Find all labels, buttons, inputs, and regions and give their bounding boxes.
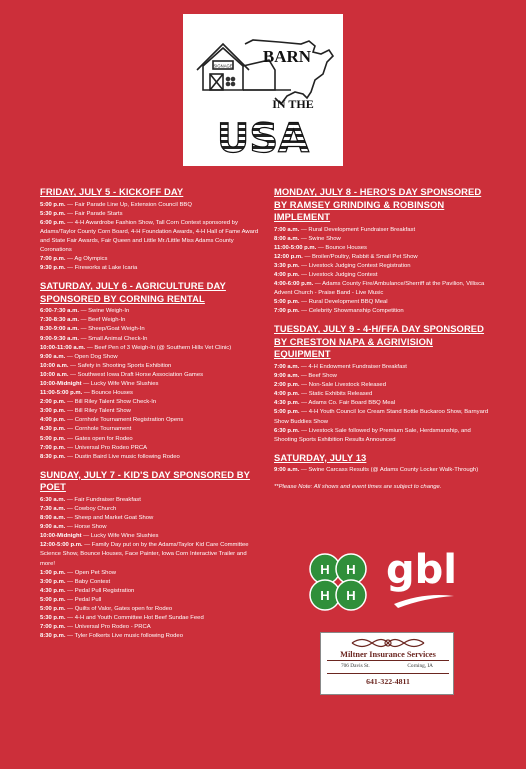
divider [327, 660, 449, 661]
event-description: — Swine Show [299, 235, 341, 242]
event-description: — Adams County Fire/Ambulance/Sherriff at the Pavilion, Villisca Advent Church - Praise Band - Live Music [274, 281, 485, 297]
event-time: 1:00 p.m. [40, 569, 66, 576]
event-time: 9:00-9:30 a.m. [40, 335, 79, 342]
schedule-event [40, 316, 262, 325]
event-description: — Swine Weigh-In [78, 308, 130, 315]
event-time: 11:00-5:00 p.m. [40, 390, 83, 397]
schedule-event [40, 596, 262, 605]
schedule-event [40, 335, 262, 344]
schedule-event [40, 264, 262, 273]
miltner-insurance-card [320, 632, 454, 695]
four-h-clover-logo [305, 549, 371, 615]
schedule-event [40, 453, 262, 462]
event-time: 6:30 p.m. [274, 427, 300, 434]
event-description: — Sheep and Market Goat Show [65, 515, 154, 522]
day-title: SATURDAY, JULY 13 [274, 451, 367, 463]
event-description: — Cornhole Tournament Registration Opens [65, 417, 184, 424]
event-time: 5:00 p.m. [274, 299, 300, 306]
event-description: — Bounce Houses [316, 244, 368, 251]
event-time: 4:00 p.m. [274, 271, 300, 278]
schedule-event [274, 427, 490, 445]
event-description: — Rural Development Fundraiser Breakfast [299, 226, 416, 233]
day-title: TUESDAY, JULY 9 - 4-H/FFA DAY SPONSORED BY CRESTON NAPA & AGRIVISION EQUIPMENT [274, 323, 485, 360]
schedule-event [40, 614, 262, 623]
event-description: — Cornhole Tournament [65, 426, 132, 433]
schedule-event [40, 496, 262, 505]
event-time: 4:30 p.m. [274, 400, 300, 407]
event-time: 10:00-Midnight [40, 533, 82, 540]
schedule-event [40, 505, 262, 514]
barn-in-the-usa-logo [183, 14, 343, 166]
schedule-event [40, 632, 262, 641]
logo-in-the: IN THE [272, 97, 314, 111]
event-time: 7:00 p.m. [274, 308, 300, 315]
schedule-event [40, 532, 262, 541]
event-description: — Bill Riley Talent Show Check-In [65, 399, 157, 406]
event-time: 8:30-9:00 a.m. [40, 326, 79, 333]
schedule-left-column [40, 186, 262, 648]
schedule-event [274, 262, 490, 271]
event-description: — Tyler Folkerts Live music following Rodeo [65, 633, 183, 640]
event-time: 7:30 a.m. [40, 505, 66, 512]
event-description: — Quilts of Valor, Gates open for Rodeo [65, 605, 173, 612]
schedule-event [274, 298, 490, 307]
event-time: 12:00-5:00 p.m. [40, 542, 83, 549]
event-time: 3:30 p.m. [274, 262, 300, 269]
disclaimer-note: **Please Note: All shows and event times are subject to change. [274, 484, 442, 491]
schedule-event [40, 523, 262, 532]
event-description: — Livestock Judging Contest Registration [299, 262, 411, 269]
event-time: 4:00-6:00 p.m. [274, 281, 314, 288]
day-section [274, 452, 490, 476]
svg-text:H: H [320, 562, 330, 577]
event-description: — Broiler/Poultry, Rabbit & Small Pet Show [302, 253, 418, 260]
event-time: 6:00-7:30 a.m. [40, 308, 79, 315]
schedule-event [40, 398, 262, 407]
miltner-street: 706 Davis St. [341, 663, 370, 669]
event-time: 5:00 p.m. [40, 596, 66, 603]
schedule-event [274, 408, 490, 426]
event-time: 4:00 p.m. [274, 391, 300, 398]
event-description: — 4-H Endowment Fundraiser Breakfast [299, 363, 407, 370]
schedule-event [40, 514, 262, 523]
event-time: 5:30 p.m. [40, 210, 66, 217]
event-time: 7:00 p.m. [40, 444, 66, 451]
event-time: 9:30 p.m. [40, 265, 66, 272]
event-time: 8:00 a.m. [274, 235, 300, 242]
event-time: 8:30 p.m. [40, 633, 66, 640]
schedule-event [40, 569, 262, 578]
event-description: — Lucky Wife Wine Slushies [81, 381, 159, 387]
event-description: — Open Pet Show [65, 569, 116, 576]
svg-text:H: H [346, 562, 356, 577]
event-time: 7:00 a.m. [274, 226, 300, 233]
schedule-event [274, 226, 490, 235]
svg-text:H: H [346, 588, 356, 603]
event-time: 8:00 a.m. [40, 515, 66, 522]
event-description: — Static Exhibits Released [299, 391, 373, 398]
event-time: 7:00 a.m. [274, 363, 300, 370]
event-time: 2:00 p.m. [274, 382, 300, 389]
event-time: 4:00 p.m. [40, 417, 66, 424]
schedule-event [40, 362, 262, 371]
event-time: 5:00 p.m. [274, 409, 300, 416]
event-time: 10:00 a.m. [40, 371, 69, 378]
event-description: — Safety in Shooting Sports Exhibition [68, 362, 172, 369]
event-description: — Adams Co. Fair Board BBQ Meal [299, 400, 396, 407]
schedule-event [274, 399, 490, 408]
event-description: — Beef Pen of 3 Weigh-In (@ Southern Hills Vet Clinic) [85, 344, 232, 351]
event-time: 10:00-11:00 a.m. [40, 344, 86, 351]
schedule-event [40, 201, 262, 210]
event-time: 10:00-Midnight [40, 381, 82, 387]
schedule-event [274, 307, 490, 316]
schedule-event [40, 389, 262, 398]
event-time: 5:00 p.m. [40, 201, 66, 208]
event-description: — Lucky Wife Wine Slushies [81, 533, 159, 540]
event-time: 11:00-5:00 p.m. [274, 244, 317, 251]
schedule-event [274, 372, 490, 381]
day-section [274, 323, 490, 444]
event-description: — Bounce Houses [82, 390, 134, 397]
day-title: SATURDAY, JULY 6 - AGRICULTURE DAY SPONSORED BY CORNING RENTAL [40, 280, 226, 304]
event-description: — Fair Fundraiser Breakfast [65, 496, 141, 503]
event-description: — Cowboy Church [65, 505, 117, 512]
divider [327, 673, 449, 674]
event-time: 9:00 a.m. [274, 467, 300, 474]
schedule-event [40, 435, 262, 444]
event-time: 7:00 p.m. [40, 624, 66, 631]
schedule-event [274, 235, 490, 244]
event-description: — 4-H Awardrobe Fashion Show, Tall Corn Contest sponsored by Adams/Taylor County Corn Board, 4-H Foundation Awards, 4-H Hall of Fame Award and State Fair Awards, Fair Queen and Little Mr./Little Miss Adams County Coronations [40, 219, 259, 253]
schedule-event [40, 425, 262, 434]
event-description: — Family Day put on by the Adams/Taylor Kid Care Committee Science Show, Bounce Houses, Face Painter, Iowa Corn Interactive Trailer and more! [40, 542, 249, 567]
event-time: 2:00 p.m. [40, 399, 66, 406]
event-description: — Rural Development BBQ Meal [299, 299, 388, 306]
miltner-city: Corning, IA [407, 663, 433, 669]
schedule-event [274, 390, 490, 399]
event-time: 4:30 p.m. [40, 426, 66, 433]
event-time: 12:00 p.m. [274, 253, 303, 260]
logo-usa-word: USA [216, 116, 310, 162]
event-description: — Fireworks at Lake Icaria [65, 265, 138, 272]
barn-usa-graphic [183, 14, 343, 166]
miltner-phone: 641-322-4811 [366, 677, 410, 686]
event-time: 6:00 p.m. [40, 219, 66, 226]
schedule-event [40, 444, 262, 453]
gbl-logo [384, 546, 458, 618]
event-description: — Sheep/Goat Weigh-In [78, 326, 145, 333]
day-title: SUNDAY, JULY 7 - KID'S DAY SPONSORED BY POET [40, 468, 251, 493]
event-description: — Horse Show [65, 524, 107, 531]
event-description: — Ag Olympics [65, 256, 108, 263]
schedule-event [274, 280, 490, 298]
event-time: 5:30 p.m. [40, 615, 66, 622]
schedule-event [274, 381, 490, 390]
event-time: 5:00 p.m. [40, 605, 66, 612]
schedule-event [40, 219, 262, 255]
event-time: 4:30 p.m. [40, 587, 66, 594]
event-time: 3:00 p.m. [40, 578, 66, 585]
event-description: — Beef Weigh-In [78, 317, 126, 324]
schedule-event [40, 255, 262, 264]
event-description: — Southwest Iowa Draft Horse Association Games [68, 371, 204, 378]
event-description: — Pedal Pull [65, 596, 102, 603]
schedule-event [40, 371, 262, 380]
schedule-event [40, 605, 262, 614]
miltner-name: Miltner Insurance Services [340, 650, 436, 659]
event-time: 7:00 p.m. [40, 256, 66, 263]
event-description: — 4-H and Youth Committee Hot Beef Sundae Feed [65, 615, 204, 622]
event-description: — Livestock Sale followed by Premium Sale, Herdsmanship, and Shooting Sports Exhibition Results Announced [274, 427, 471, 443]
schedule-event [274, 271, 490, 280]
day-title: MONDAY, JULY 8 - HERO'S DAY SPONSORED BY RAMSEY GRINDING & ROBINSON IMPLEMENT [274, 186, 482, 222]
event-time: 9:00 a.m. [40, 524, 66, 531]
event-description: — Small Animal Check-In [78, 335, 148, 342]
schedule-event [40, 344, 262, 353]
schedule-event [40, 416, 262, 425]
event-description: — Bill Riley Talent Show [65, 408, 131, 415]
event-description: — Fair Parade Starts [65, 210, 123, 217]
event-description: — Baby Contest [65, 578, 111, 585]
schedule-event [40, 623, 262, 632]
event-description: — Fair Parade Line Up, Extension Council BBQ [65, 201, 192, 208]
logo-barn-word: BARN [262, 47, 312, 66]
event-description: — Gates open for Rodeo [65, 435, 133, 442]
clover-icon [305, 549, 371, 615]
schedule-event [274, 253, 490, 262]
event-time: 10:00 a.m. [40, 362, 69, 369]
event-time: 8:30 p.m. [40, 453, 66, 460]
day-section [274, 186, 490, 316]
logo-barn-sign: SIGNAGE [213, 63, 233, 69]
event-description: — Non-Sale Livestock Released [299, 382, 386, 389]
schedule-event [40, 587, 262, 596]
ornament-icon [350, 635, 426, 651]
event-description: — Dustin Baird Live music following Rodeo [65, 453, 180, 460]
schedule-event [40, 380, 262, 389]
event-time: 3:00 p.m. [40, 408, 66, 415]
event-description: — Beef Show [299, 373, 337, 380]
schedule-event [40, 325, 262, 334]
schedule-event [40, 307, 262, 316]
day-section [40, 469, 262, 642]
schedule-event [40, 578, 262, 587]
schedule-event [274, 466, 490, 475]
day-title: FRIDAY, JULY 5 - KICKOFF DAY [40, 186, 184, 197]
schedule-event [40, 210, 262, 219]
schedule-event [40, 541, 262, 568]
event-description: — 4-H Youth Council Ice Cream Stand Bottle Buckaroo Show, Barnyard Show Buddies Show [274, 409, 489, 425]
gbl-wordmark: gbl [386, 547, 457, 593]
schedule-event [274, 363, 490, 372]
event-time: 9:00 a.m. [40, 353, 66, 360]
event-description: — Livestock Judging Contest [299, 271, 378, 278]
event-time: 9:00 a.m. [274, 373, 300, 380]
event-time: 6:30 a.m. [40, 496, 66, 503]
event-description: — Celebrity Showmanship Competition [299, 308, 404, 315]
event-description: — Universal Pro Rodeo PRCA [65, 444, 148, 451]
svg-text:H: H [320, 588, 330, 603]
day-section [40, 186, 262, 273]
schedule-event [40, 407, 262, 416]
schedule-event [40, 353, 262, 362]
day-section [40, 280, 262, 462]
event-description: — Open Dog Show [65, 353, 118, 360]
event-description: — Swine Carcass Results (@ Adams County Locker Walk-Through) [299, 467, 479, 474]
schedule-right-column [274, 186, 490, 491]
schedule-event [274, 244, 490, 253]
event-time: 5:00 p.m. [40, 435, 66, 442]
event-description: — Universal Pro Rodeo - PRCA [65, 624, 151, 631]
event-description: — Pedal Pull Registration [65, 587, 135, 594]
event-time: 7:30-8:30 a.m. [40, 317, 79, 324]
